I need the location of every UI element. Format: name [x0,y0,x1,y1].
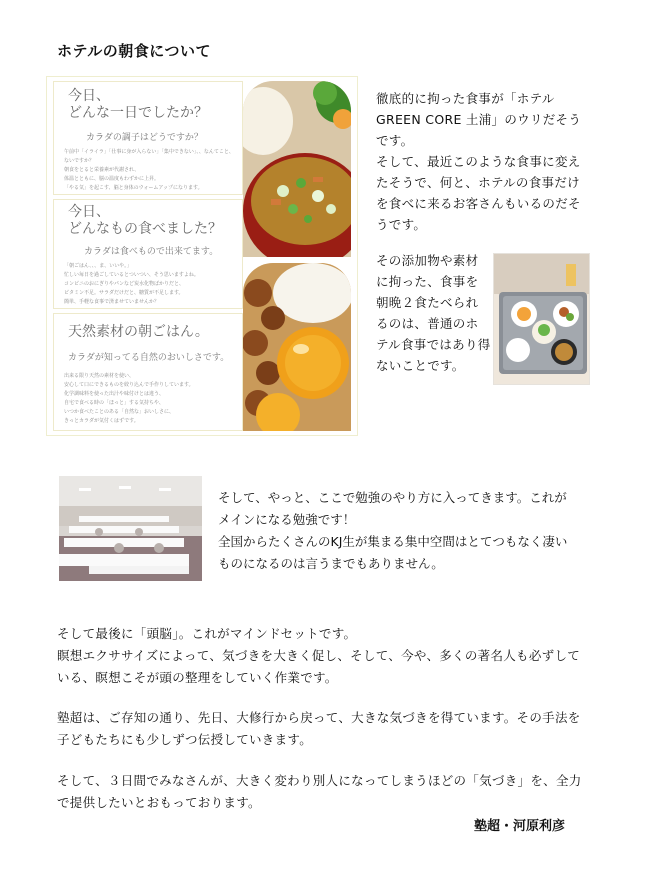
miso-soup-photo [243,81,351,257]
poster-text-1: 午前中「イライラ」「仕事に身が入らない」「集中できない」、、なんてこと、ないですか？ 朝食をとると栄養素が代謝され、 体温とともに、脳の温度もわずかに上昇。 「やる気」を起こす、脳と身体のウォームアップになります。 [64,149,234,191]
page-title: ホテルの朝食について [57,42,211,60]
paragraph-training: 塾超は、ご存知の通り、先日、大修行から戻って、大きな気づきを得ています。その手法を子どもたちにも少しずつ伝授していきます。 [57,710,581,747]
poster-heading-2: 今日、 どんなもの食べました？ [68,204,222,237]
poster-heading-1: 今日、 どんな一日でしたか？ [68,88,208,121]
poster-heading-3: 天然素材の朝ごはん。 [68,324,209,340]
poster-caption-2: カラダは食べもので出来てます。 [84,247,219,257]
poster-panel-1 [53,81,243,195]
natto-egg-photo [243,263,351,431]
poster-text-2: 「朝ごはん、、、ま、いいや。」 忙しい毎日を過ごしているとついつい、そう思いますよね。 コンビニのおにぎりやパンなど炭水化物ばかりだと、 ビタミン不足。サラダだけだと、糖質が不足します。 簡単、手軽な食事で済ませていませんか？ [64,263,199,305]
breakfast-tray-photo [493,253,590,385]
paragraph-study-method: そして、やっと、ここで勉強のやり方に入ってきます。これがメインになる勉強です！ 全国からたくさんのKJ生が集まる集中空間はとてつもなく凄いものになるのは言うまでもありません。 [218,490,568,571]
poster-caption-1: カラダの調子はどうですか？ [86,133,203,143]
breakfast-poster [46,76,358,436]
seminar-room-photo [59,476,202,581]
poster-caption-3: カラダが知ってる自然のおいしさです。 [68,353,230,363]
paragraph-hotel-food: 徹底的に拘った食事が「ホテル GREEN CORE 土浦」のウリだそうです。 そして、最近このような食事に変えたそうで、何と、ホテルの食事だけを食べに来るお客さんもいるのだそうです。 [376,91,582,232]
poster-text-3: 出来る限り天然の素材を使い、 安心して口にできるものを絞り込んで手作りしています。 化学調味料を使った出汁や味付けとは違う、 自宅で食べる時の「ほっと」する気持ちや、 いつか食べたことのある「自然な」おいしさに、 きっとカラダが気付くはずです。 [64,373,194,424]
poster-panel-2 [53,199,243,309]
paragraph-closing: そして、３日間でみなさんが、大きく変わり別人になってしまうほどの「気づき」を、全力で提供したいとおもっております。 [57,773,582,810]
paragraph-additives: その添加物や素材に拘った、食事を朝晩２食たべられるのは、普通のホテル食事ではあり得ないことです。 [376,253,491,373]
poster-panel-3 [53,313,243,431]
signature: 塾超・河原利彦 [474,819,566,834]
paragraph-mindset: そして最後に「頭脳」。これがマインドセットです。 瞑想エクササイズによって、気づきを大きく促し、そして、今や、多くの著名人も必ずしている、瞑想こそが頭の整理をしていく作業です。 [57,626,581,685]
